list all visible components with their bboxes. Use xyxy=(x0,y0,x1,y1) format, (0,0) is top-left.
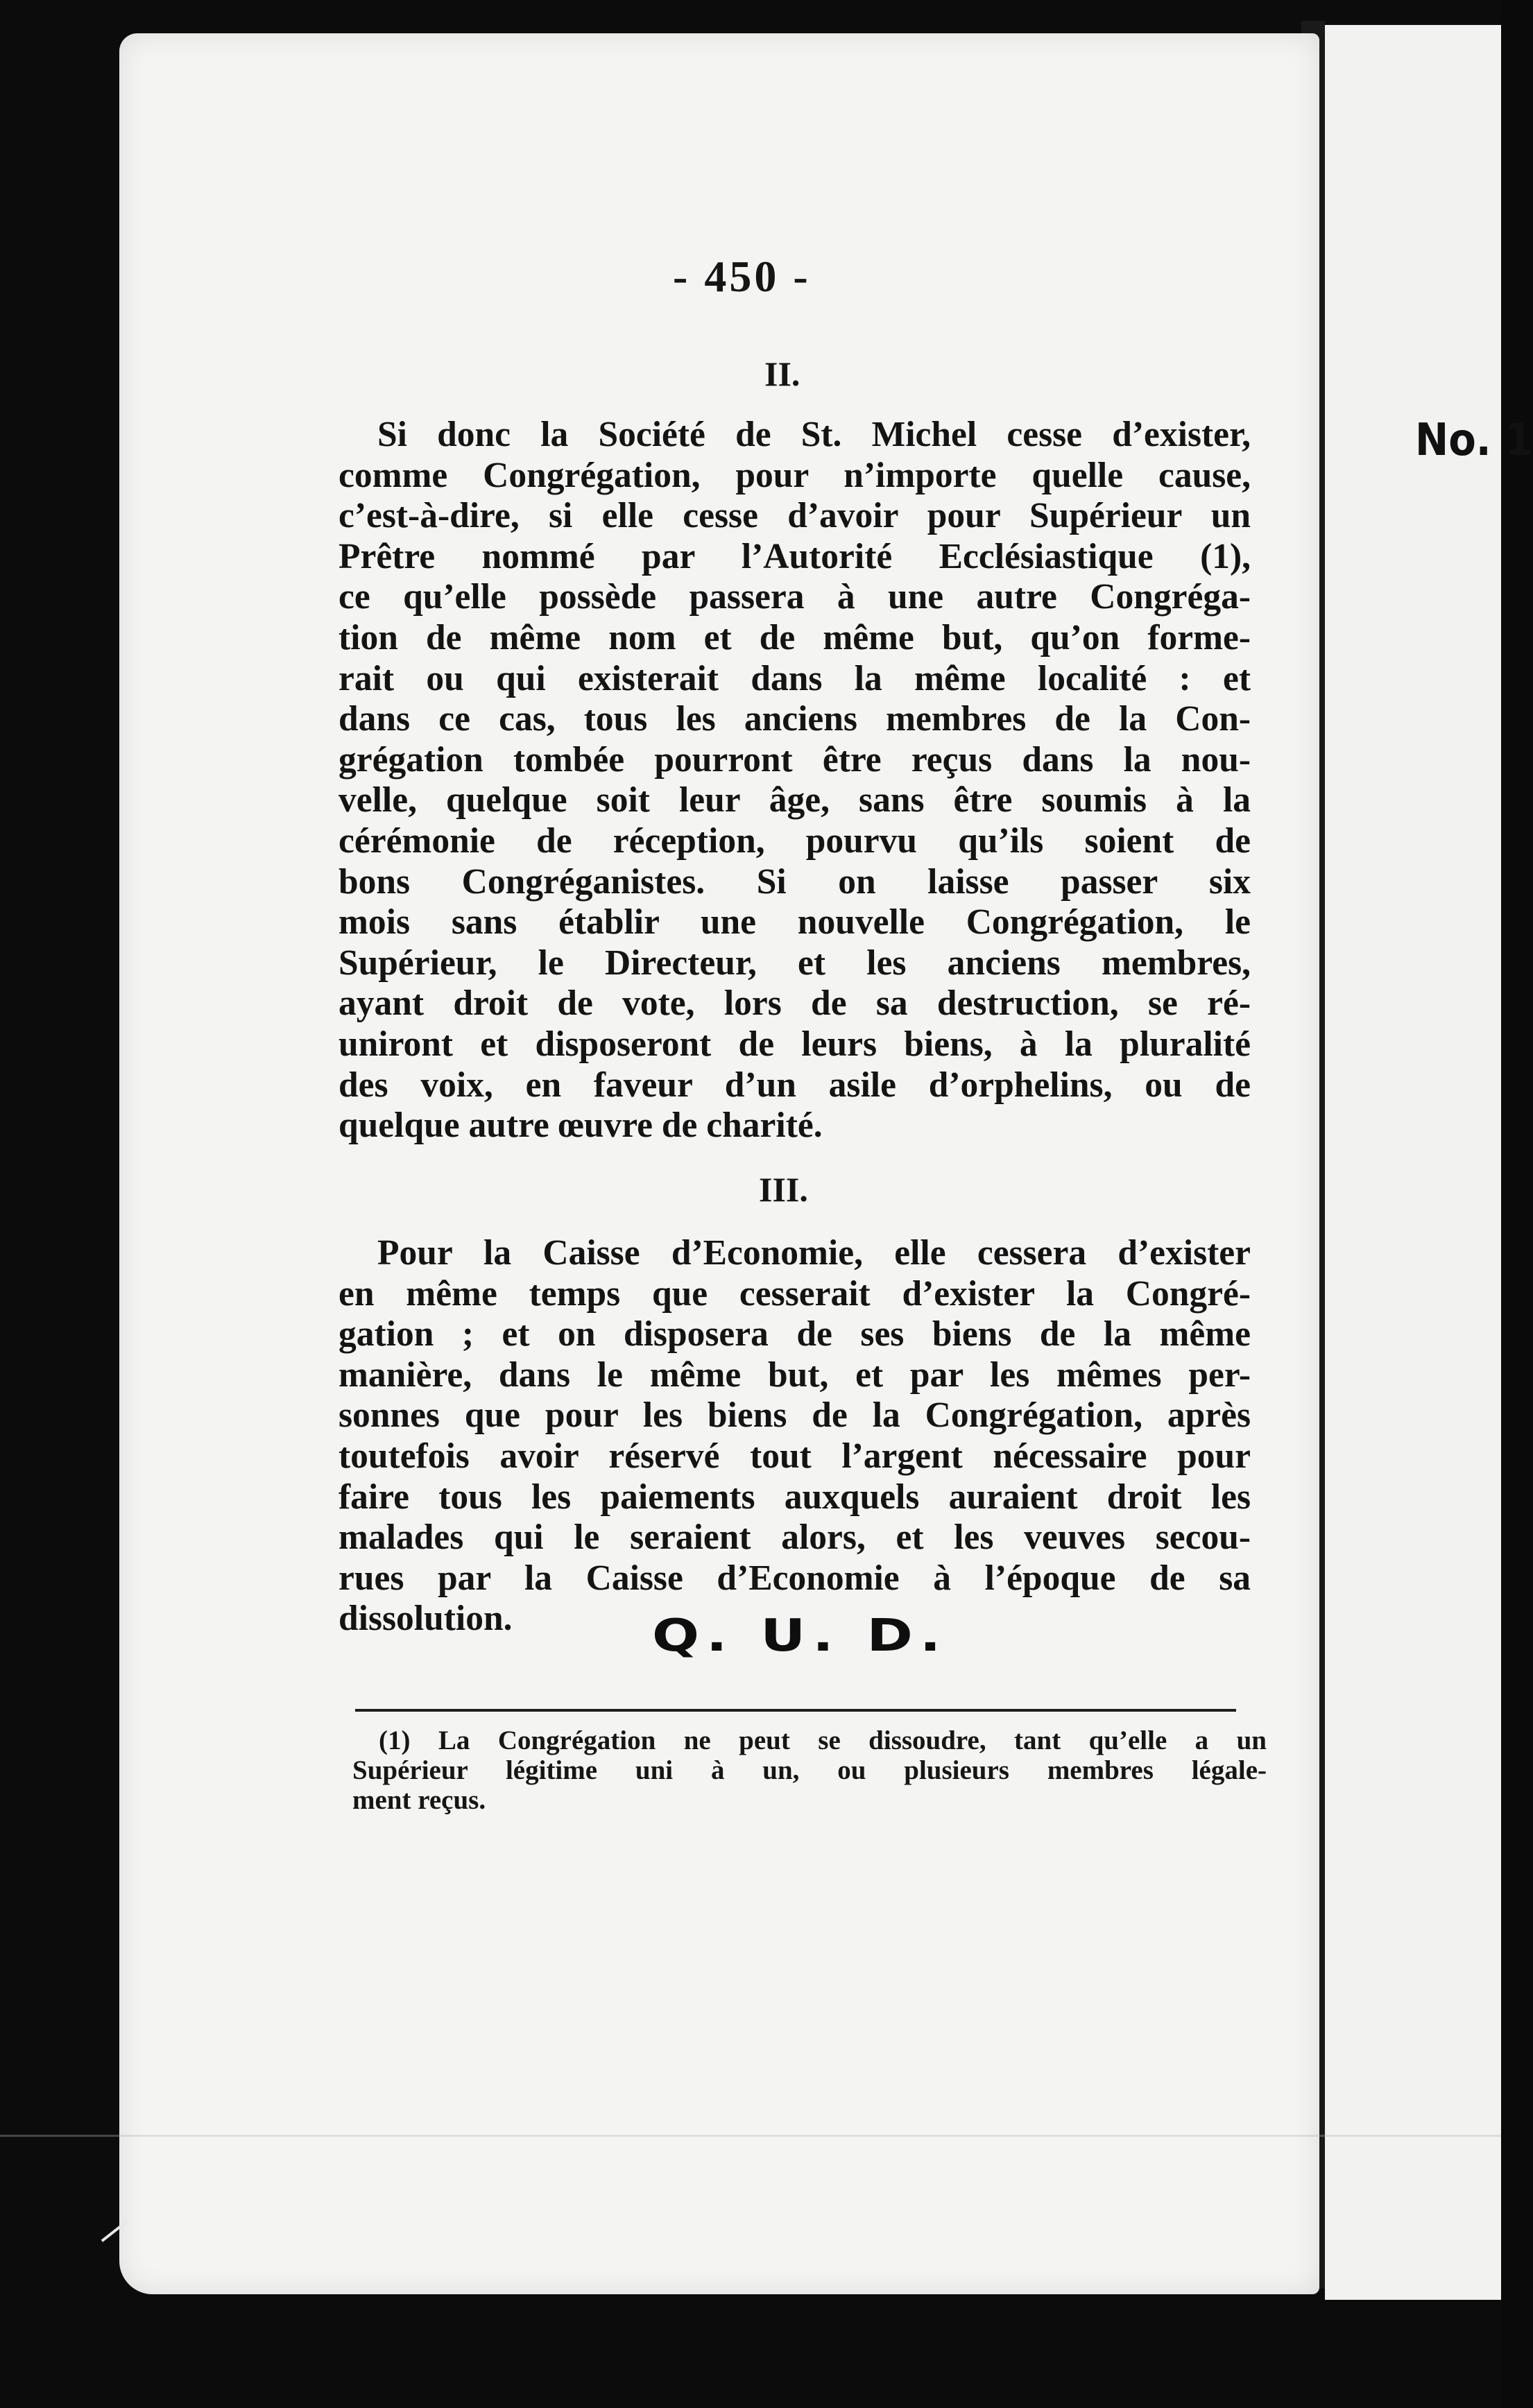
book-page xyxy=(119,33,1319,2294)
text-line: Prêtre nommé par l’Autorité Ecclésiastique (1), xyxy=(339,536,1251,576)
scan-top-edge xyxy=(111,0,1501,35)
text-line: dissolution. xyxy=(339,1599,513,1639)
text-line: Pour la Caisse d’Economie, elle cessera d’exister xyxy=(377,1233,1251,1273)
text-line: tion de même nom et de même but, qu’on forme- xyxy=(339,617,1251,657)
text-line: malades qui le seraient alors, et les veuves secou- xyxy=(339,1517,1251,1558)
text-line: cérémonie de réception, pourvu qu’ils soient de xyxy=(339,820,1251,861)
text-line: quelque autre œuvre de charité. xyxy=(339,1106,823,1146)
text-line: comme Congrégation, pour n’importe quelle cause, xyxy=(339,455,1251,495)
text-line: mois sans établir une nouvelle Congrégation, le xyxy=(339,902,1251,943)
section-heading-iii: III. xyxy=(759,1170,808,1209)
facing-page xyxy=(1325,25,1501,2300)
footnote-line: (1) La Congrégation ne peut se dissoudre, tant qu’elle a un xyxy=(379,1726,1267,1755)
scan-artifact-line xyxy=(0,2135,1501,2137)
text-line: grégation tombée pourront être reçus dans la nou- xyxy=(339,739,1251,780)
text-line: ce qu’elle possède passera à une autre Congréga- xyxy=(339,577,1251,617)
section-iii-paragraph xyxy=(339,1233,1251,1640)
footnote-rule xyxy=(355,1709,1236,1712)
text-line: faire tous les paiements auxquels auraient droit les xyxy=(339,1477,1251,1517)
section-heading-ii: II. xyxy=(764,354,800,393)
page-number: - 450 - xyxy=(673,252,811,301)
text-line: Si donc la Société de St. Michel cesse d’exister, xyxy=(377,415,1251,454)
qud-closing: Q. U. D. xyxy=(652,1610,948,1662)
text-line: dans ce cas, tous les anciens membres de la Con- xyxy=(339,699,1251,739)
footnote xyxy=(352,1726,1267,1815)
footnote-line: ment reçus. xyxy=(352,1785,486,1815)
text-line: des voix, en faveur d’un asile d’orphelins, ou de xyxy=(339,1065,1251,1105)
facing-page-title: No. 1 xyxy=(1415,415,1533,466)
text-line: ayant droit de vote, lors de sa destruction, se ré- xyxy=(339,983,1251,1024)
section-ii-paragraph xyxy=(339,415,1251,1146)
text-line: toutefois avoir réservé tout l’argent nécessaire pour xyxy=(339,1436,1251,1476)
text-line: rues par la Caisse d’Economie à l’époque de sa xyxy=(339,1558,1251,1598)
text-line: uniront et disposeront de leurs biens, à la pluralité xyxy=(339,1024,1251,1064)
text-line: Supérieur, le Directeur, et les anciens membres, xyxy=(339,943,1251,983)
text-line: gation ; et on disposera de ses biens de la même xyxy=(339,1314,1251,1354)
text-line: c’est-à-dire, si elle cesse d’avoir pour Supérieur un xyxy=(339,496,1251,536)
text-line: bons Congréganistes. Si on laisse passer six xyxy=(339,861,1251,902)
text-line: rait ou qui existerait dans la même localité : et xyxy=(339,658,1251,698)
text-line: manière, dans le même but, et par les mêmes per- xyxy=(339,1354,1251,1395)
footnote-line: Supérieur légitime uni à un, ou plusieurs membres légale- xyxy=(352,1755,1267,1785)
text-line: velle, quelque soit leur âge, sans être soumis à la xyxy=(339,780,1251,820)
text-line: en même temps que cesserait d’exister la Congré- xyxy=(339,1273,1251,1314)
text-line: sonnes que pour les biens de la Congrégation, après xyxy=(339,1395,1251,1436)
